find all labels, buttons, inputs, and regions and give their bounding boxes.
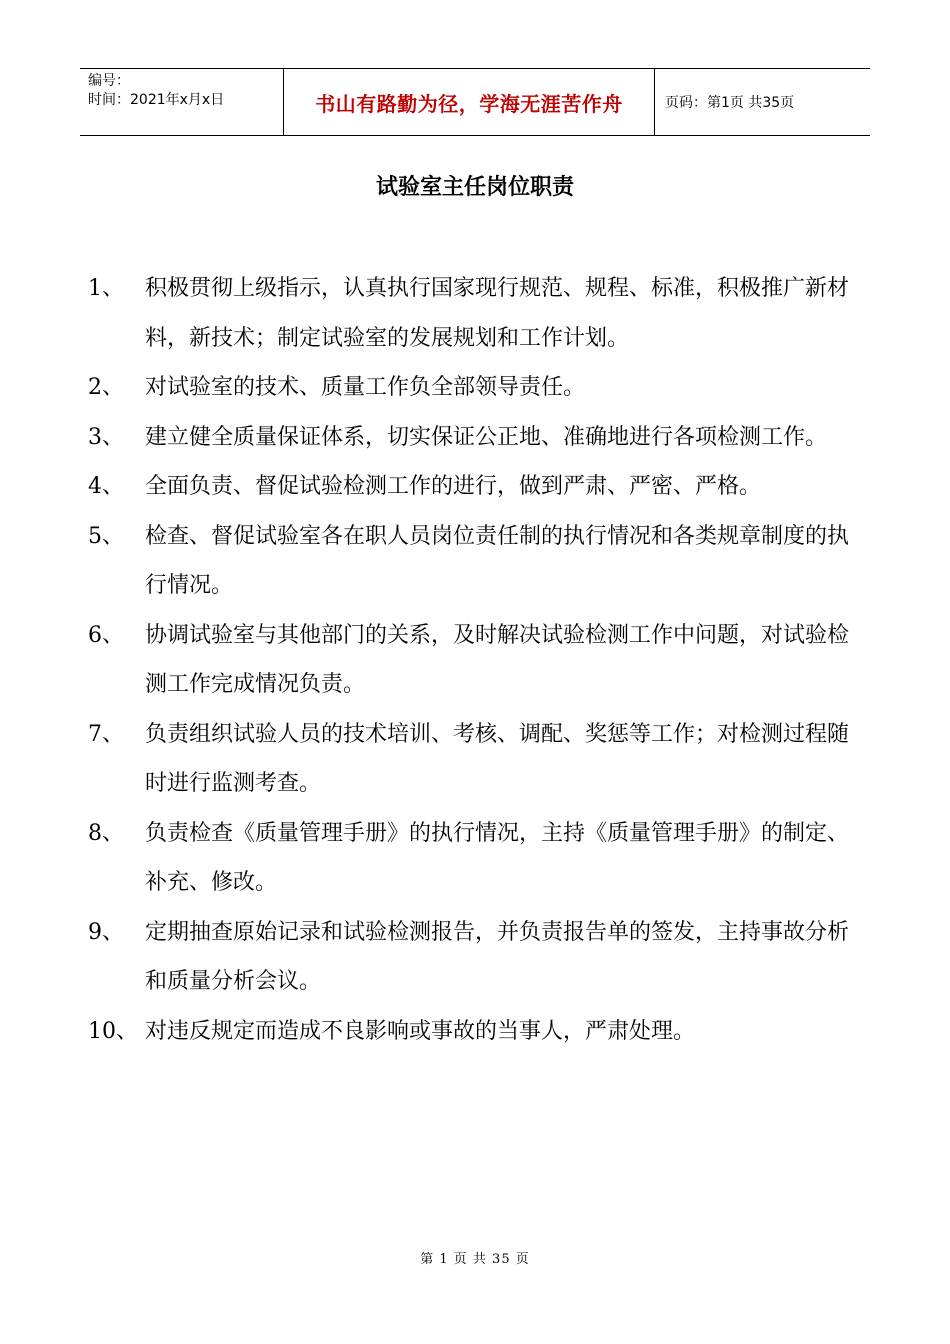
document-title: 试验室主任岗位职责 — [375, 175, 574, 200]
item-text: 负责检查《质量管理手册》的执行情况，主持《质量管理手册》的制定、补充、修改。 — [145, 820, 850, 895]
list-item — [88, 710, 878, 809]
item-number: 7、 — [88, 721, 124, 747]
motto-text: 书山有路勤为径，学海无涯苦作舟 — [315, 91, 623, 116]
item-number: 8、 — [88, 820, 124, 846]
header-motto-cell — [283, 69, 655, 135]
item-text: 积极贯彻上级指示，认真执行国家现行规范、规程、标准，积极推广新材料，新技术；制定试验室的发展规划和工作计划。 — [145, 276, 850, 351]
item-number: 6、 — [88, 622, 124, 648]
item-text: 定期抽查原始记录和试验检测报告，并负责报告单的签发，主持事故分析和质量分析会议。 — [145, 919, 850, 994]
item-number: 10、 — [88, 1018, 138, 1044]
item-text: 负责组织试验人员的技术培训、考核、调配、奖惩等工作；对检测过程随时进行监测考查。 — [145, 721, 850, 796]
list-item — [88, 512, 878, 611]
item-number: 2、 — [88, 375, 124, 400]
item-number: 1、 — [88, 276, 124, 301]
list-item — [88, 1007, 878, 1057]
item-number: 9、 — [88, 919, 124, 945]
item-text: 全面负责、督促试验检测工作的进行，做到严肃、严密、严格。 — [145, 474, 762, 499]
document-header — [80, 68, 870, 136]
serial-number-label: 编号： — [88, 73, 130, 89]
item-number: 4、 — [88, 474, 124, 499]
item-text: 协调试验室与其他部门的关系，及时解决试验检测工作中问题，对试验检测工作完成情况负责。 — [145, 622, 850, 697]
list-item — [88, 462, 878, 512]
header-page-cell — [655, 69, 870, 135]
list-item — [88, 908, 878, 1007]
item-number: 3、 — [88, 424, 124, 450]
item-text: 对试验室的技术、质量工作负全部领导责任。 — [145, 375, 586, 400]
page-info: 页码：第1页 共35页 — [665, 95, 795, 111]
item-text: 对违反规定而造成不良影响或事故的当事人，严肃处理。 — [145, 1018, 696, 1044]
header-meta — [80, 69, 283, 135]
list-item — [88, 363, 878, 413]
list-item — [88, 611, 878, 710]
item-text: 检查、督促试验室各在职人员岗位责任制的执行情况和各类规章制度的执行情况。 — [145, 523, 850, 598]
list-item — [88, 413, 878, 463]
page-footer: 第 1 页 共 35 页 — [420, 1252, 530, 1267]
duty-list — [88, 264, 878, 1056]
date-label: 时间：2021年x月x日 — [88, 92, 225, 108]
list-item — [88, 264, 878, 363]
list-item — [88, 809, 878, 908]
item-text: 建立健全质量保证体系，切实保证公正地、准确地进行各项检测工作。 — [145, 424, 828, 450]
item-number: 5、 — [88, 523, 124, 549]
